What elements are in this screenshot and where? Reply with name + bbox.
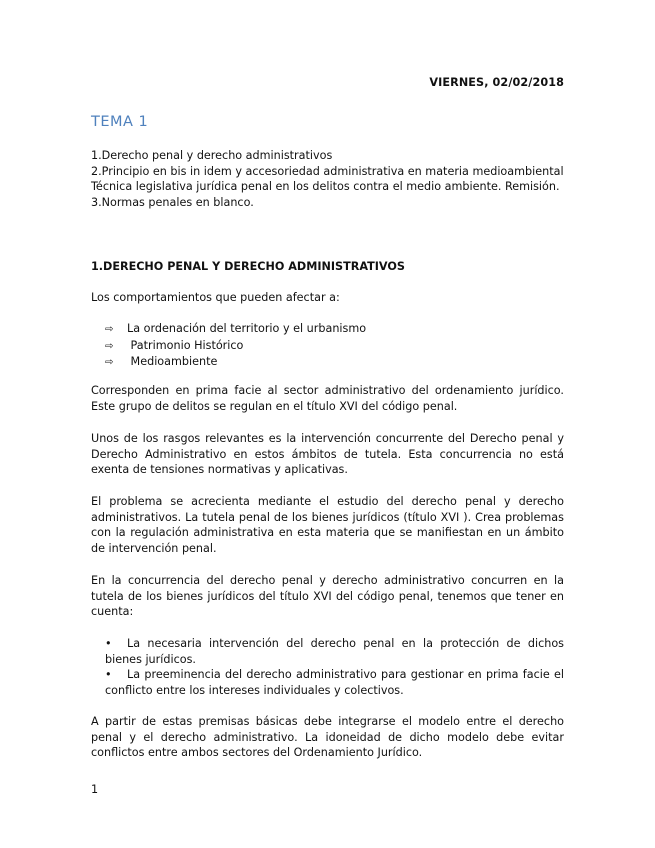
header-date: VIERNES, 02/02/2018 [429,76,564,89]
list-item [105,667,564,698]
list-item-text: La preeminencia del derecho administrativo para gestionar en prima facie el conflicto entre los intereses individuales y colectivos. [105,668,564,697]
arrow-icon: ⇨ [105,340,114,352]
toc-item-3: Técnica legislativa jurídica penal en los delitos contra el medio ambiente. Remisión. [91,180,560,194]
toc-item-1: 1.Derecho penal y derecho administrativos [91,149,333,162]
list-item [105,354,366,371]
paragraph-1: Corresponden en prima facie al sector administrativo del ordenamiento jurídico. Este grupo de delitos se regulan en el título XVI del código penal. [91,384,564,413]
arrow-list [105,321,366,371]
paragraph-4: En la concurrencia del derecho penal y derecho administrativo concurren en la tutela de los bienes jurídicos del título XVI del código penal, tenemos que tener en cuenta: [91,574,564,619]
page-number: 1 [91,783,99,796]
intro-paragraph: Los comportamientos que pueden afectar a: [91,291,340,304]
bullet-icon: • [105,668,112,682]
table-of-contents [91,148,564,210]
toc-item-4: 3.Normas penales en blanco. [91,195,254,209]
bullet-list [105,636,564,698]
paragraph-2: Unos de los rasgos relevantes es la intervención concurrente del Derecho penal y Derecho Administrativo en estos ámbitos de tutela. Esta concurrencia no está exenta de tensiones normativas y aplicativas. [91,432,564,477]
list-item-text: La necesaria intervención del derecho penal en la protección de dichos bienes jurídicos. [105,637,564,666]
paragraph-3: El problema se acrecienta mediante el estudio del derecho penal y derecho administrativos. La tutela penal de los bienes jurídicos (título XVI ). Crea problemas con la regulación administrativa en esta materia que se manifiestan en un ámbito de intervención penal. [91,495,564,555]
bullet-icon: • [105,637,112,650]
closing-paragraph: A partir de estas premisas básicas debe integrarse el modelo entre el derecho penal y el derecho administrativo. La idoneidad de dicho modelo debe evitar conflictos entre ambos sectores del Ordenamiento Jurídico. [91,715,564,760]
arrow-icon: ⇨ [105,324,114,335]
list-item [105,338,366,355]
toc-item-2: 2.Principio en bis in idem y accesoriedad administrativa en materia medioambiental [91,164,564,178]
list-item [105,636,564,667]
list-item-text: Medioambiente [127,355,218,369]
arrow-icon: ⇨ [105,357,114,369]
page-title: TEMA 1 [91,114,149,130]
list-item [105,321,366,338]
list-item-text: La ordenación del territorio y el urbanismo [127,322,367,335]
list-item-text: Patrimonio Histórico [127,338,244,352]
section-heading: 1.DERECHO PENAL Y DERECHO ADMINISTRATIVOS [91,260,405,273]
